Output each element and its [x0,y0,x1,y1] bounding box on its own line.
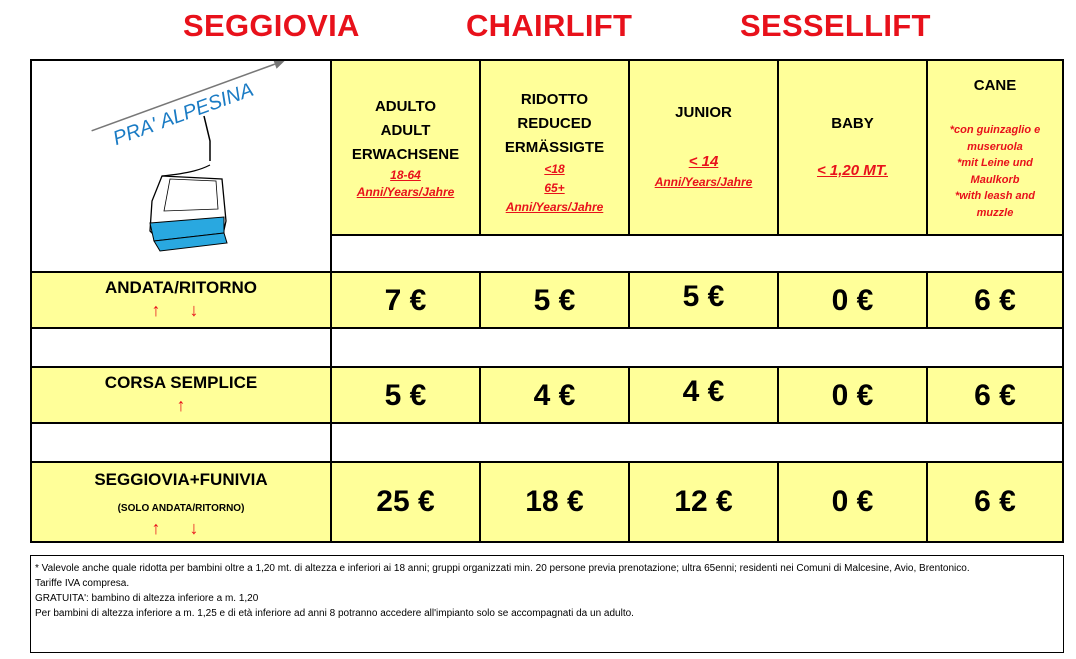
note-line-1: * Valevole anche quale ridotta per bambini oltre a 1,20 mt. di altezza e inferiori ai 18 anni; gruppi organizzati min. 20 persone previa prenotazione; ultra 65enni; residenti nei Comuni di Malcesine, Avio, Brentonico. [35,563,970,574]
reduced-label-en: REDUCED [517,115,592,132]
price-return-adult [332,273,481,329]
price-value: 5 € [533,284,576,317]
price-single-reduced [481,368,630,424]
return-arrows-icon: ↑ ↓ [151,300,211,320]
price-value: 12 € [674,485,733,518]
junior-age: < 14 [688,153,719,170]
footnotes [30,555,1064,653]
price-value: 18 € [525,485,584,518]
dog-note-6: muzzle [976,206,1014,219]
price-combo-baby [779,463,928,541]
price-return-baby [779,273,928,329]
price-value: 6 € [974,379,1016,412]
header-dog [928,61,1062,236]
single-arrow-icon: ↑ [176,395,186,415]
combo-arrows-icon: ↑ ↓ [151,518,211,538]
price-combo-adult [332,463,481,541]
price-value: 5 € [384,379,427,412]
dog-label: CANE [973,77,1017,94]
price-single-adult [332,368,481,424]
baby-label: BABY [831,115,874,132]
dog-note-3: *mit Leine und [957,157,1033,169]
price-return-junior [630,273,779,329]
chairlift-logo-icon [32,61,332,271]
single-label: CORSA SEMPLICE [104,373,258,392]
combo-sublabel: (SOLO ANDATA/RITORNO) [117,503,245,514]
price-value: 0 € [831,485,874,518]
row-spacer [32,424,332,463]
dog-note-5: *with leash and [954,190,1036,202]
price-value: 6 € [974,485,1016,518]
reduced-age-under: <18 [544,162,565,176]
row-spacer [332,329,1062,368]
adult-age: 18-64 [390,168,421,182]
price-single-baby [779,368,928,424]
title-english: CHAIRLIFT [466,8,633,43]
header-reduced [481,61,630,236]
logo-text: PRA' ALPESINA [110,78,257,151]
note-line-3: GRATUITA': bambino di altezza inferiore a m. 1,20 [35,593,259,604]
price-value: 25 € [376,485,435,518]
title-german: SESSELLIFT [740,8,931,43]
row-spacer [32,329,332,368]
baby-age: < 1,20 MT. [816,162,888,179]
price-single-dog [928,368,1062,424]
price-value: 0 € [831,284,874,317]
row-label-combo [32,463,332,541]
row-label-single [32,368,332,424]
price-return-dog [928,273,1062,329]
title-italian: SEGGIOVIA [183,8,360,43]
header-baby [779,61,928,236]
adult-age-unit: Anni/Years/Jahre [356,185,455,199]
reduced-age-unit: Anni/Years/Jahre [505,200,604,214]
price-single-junior [630,368,779,424]
price-value: 4 € [533,379,576,412]
logo-cell [32,61,332,273]
combo-label: SEGGIOVIA+FUNIVIA [94,470,268,489]
dog-note-2: museruola [967,140,1023,153]
row-spacer [332,424,1062,463]
price-combo-reduced [481,463,630,541]
note-line-2: Tariffe IVA compresa. [35,578,130,589]
junior-label: JUNIOR [675,104,732,121]
return-label: ANDATA/RITORNO [104,278,258,297]
price-combo-dog [928,463,1062,541]
reduced-age-over: 65+ [544,181,565,195]
header-junior [630,61,779,236]
header-adult [332,61,481,236]
dog-note-1: *con guinzaglio e [949,124,1041,136]
reduced-label-it: RIDOTTO [520,91,589,108]
dog-note-4: Maulkorb [970,173,1020,186]
reduced-label-de: ERMÄSSIGTE [504,139,605,156]
note-line-4: Per bambini di altezza inferiore a m. 1,25 e di età inferiore ad anni 8 potranno accedere all'impianto solo se accompagnati da un adulto. [35,608,634,619]
price-table [30,59,1064,543]
adult-label-en: ADULT [380,122,431,139]
price-return-reduced [481,273,630,329]
header-spacer [332,236,1062,273]
price-value: 7 € [384,284,427,317]
junior-age-unit: Anni/Years/Jahre [654,175,753,189]
price-value: 0 € [831,379,874,412]
price-value: 6 € [974,284,1016,317]
adult-label-it: ADULTO [374,98,437,115]
row-label-return [32,273,332,329]
price-combo-junior [630,463,779,541]
price-value: 5 € [682,280,725,313]
price-value: 4 € [682,375,725,408]
adult-label-de: ERWACHSENE [351,146,460,163]
